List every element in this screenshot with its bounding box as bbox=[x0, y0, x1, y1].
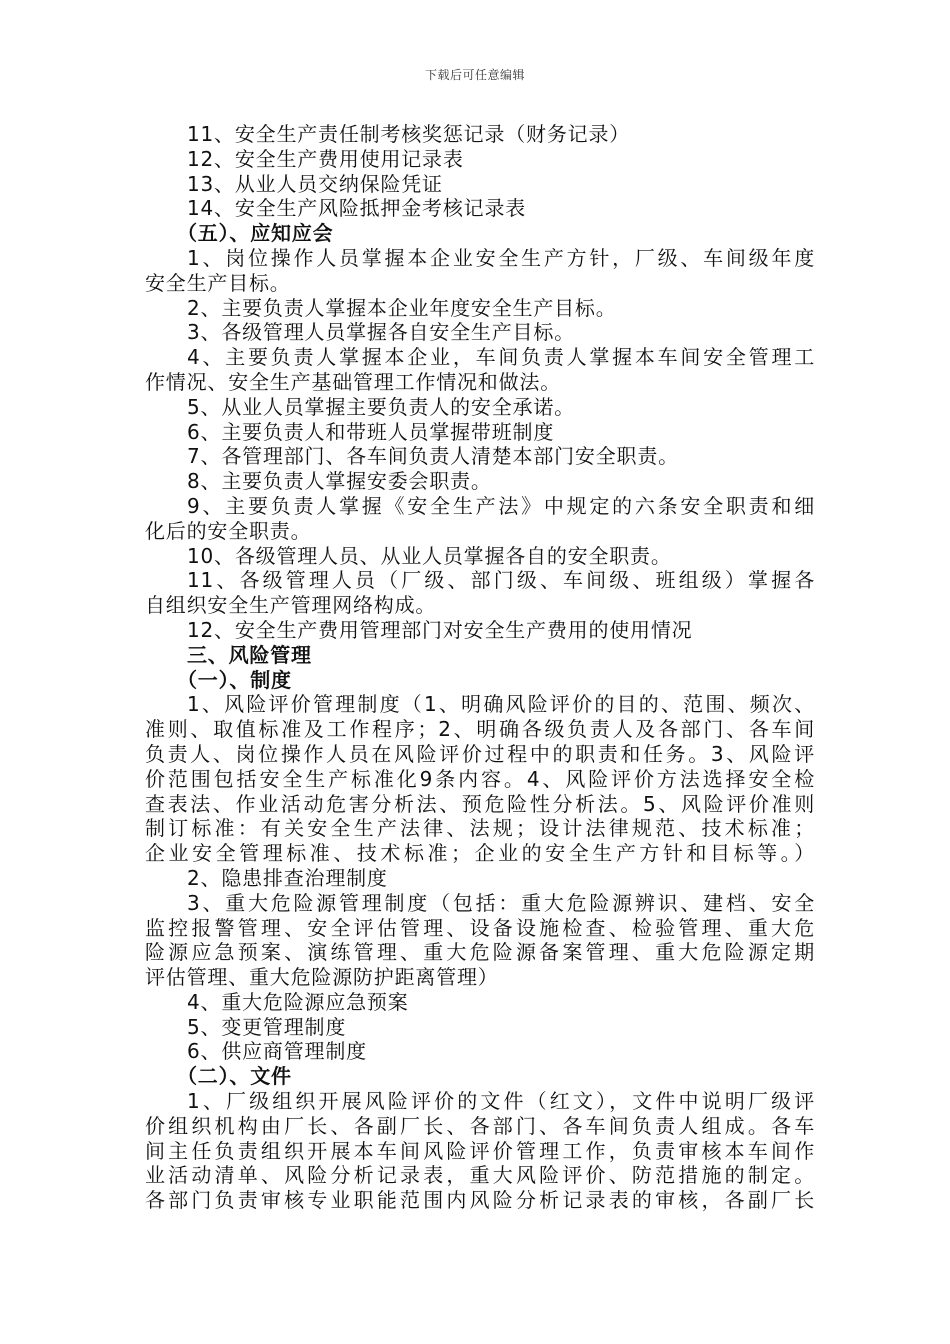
text-line: 12、安全生产费用管理部门对安全生产费用的使用情况 bbox=[187, 617, 693, 642]
text-line: 负责人、岗位操作人员在风险评价过程中的职责和任务。3、风险评 bbox=[145, 741, 815, 766]
text-line: 4、重大危险源应急预案 bbox=[187, 989, 409, 1014]
text-line: 1、风险评价管理制度（1、明确风险评价的目的、范围、频次、 bbox=[187, 692, 815, 717]
text-line: 价组织机构由厂长、各副厂长、各部门、各车间负责人组成。各车 bbox=[145, 1113, 815, 1138]
text-line: 险源应急预案、演练管理、重大危险源备案管理、重大危险源定期 bbox=[145, 940, 815, 965]
text-line: 1、岗位操作人员掌握本企业安全生产方针，厂级、车间级年度 bbox=[187, 245, 815, 270]
text-line: 4、主要负责人掌握本企业，车间负责人掌握本车间安全管理工 bbox=[187, 345, 815, 370]
text-line: 11、各级管理人员（厂级、部门级、车间级、班组级）掌握各 bbox=[187, 568, 815, 593]
text-line: 自组织安全生产管理网络构成。 bbox=[145, 593, 437, 618]
text-line: 查表法、作业活动危害分析法、预危险性分析法。5、风险评价准则 bbox=[145, 791, 815, 816]
text-line: 5、变更管理制度 bbox=[187, 1014, 347, 1039]
text-line: 价范围包括安全生产标准化9条内容。4、风险评价方法选择安全检 bbox=[145, 766, 815, 791]
text-line: 业活动清单、风险分析记录表，重大风险评价、防范措施的制定。 bbox=[145, 1163, 815, 1188]
text-line: 作情况、安全生产基础管理工作情况和做法。 bbox=[145, 369, 561, 394]
text-line: 6、主要负责人和带班人员掌握带班制度 bbox=[187, 419, 555, 444]
text-line: （一）、制度 bbox=[177, 667, 292, 692]
text-line: 5、从业人员掌握主要负责人的安全承诺。 bbox=[187, 394, 575, 419]
text-line: 7、各管理部门、各车间负责人清楚本部门安全职责。 bbox=[187, 444, 679, 469]
text-line: 2、隐患排查治理制度 bbox=[187, 865, 388, 890]
text-line: 13、从业人员交纳保险凭证 bbox=[187, 171, 443, 196]
text-line: 9、主要负责人掌握《安全生产法》中规定的六条安全职责和细 bbox=[187, 493, 815, 518]
text-line: 三、风险管理 bbox=[187, 642, 312, 667]
text-line: 各部门负责审核专业职能范围内风险分析记录表的审核，各副厂长 bbox=[145, 1188, 815, 1213]
text-line: 10、各级管理人员、从业人员掌握各自的安全职责。 bbox=[187, 543, 672, 568]
text-line: 评估管理、重大危险源防护距离管理） bbox=[145, 965, 499, 990]
text-line: 准则、取值标准及工作程序；2、明确各级负责人及各部门、各车间 bbox=[145, 717, 815, 742]
text-line: 制订标准：有关安全生产法律、法规；设计法律规范、技术标准； bbox=[145, 816, 815, 841]
text-line: 3、重大危险源管理制度（包括：重大危险源辨识、建档、安全 bbox=[187, 890, 815, 915]
text-line: 1、厂级组织开展风险评价的文件（红文），文件中说明厂级评 bbox=[187, 1089, 815, 1114]
text-line: 间主任负责组织开展本车间风险评价管理工作，负责审核本车间作 bbox=[145, 1138, 815, 1163]
text-line: 8、主要负责人掌握安委会职责。 bbox=[187, 469, 492, 494]
text-line: 2、主要负责人掌握本企业年度安全生产目标。 bbox=[187, 295, 617, 320]
text-line: 3、各级管理人员掌握各自安全生产目标。 bbox=[187, 320, 575, 345]
text-line: 12、安全生产费用使用记录表 bbox=[187, 146, 464, 171]
page-header: 下载后可任意编辑 bbox=[424, 68, 525, 82]
text-line: 化后的安全职责。 bbox=[145, 518, 312, 543]
text-line: （五）、应知应会 bbox=[177, 221, 334, 246]
text-line: 14、安全生产风险抵押金考核记录表 bbox=[187, 196, 527, 221]
text-line: 企业安全管理标准、技术标准；企业的安全生产方针和目标等。） bbox=[145, 841, 815, 866]
text-line: 安全生产目标。 bbox=[145, 270, 291, 295]
document-body bbox=[145, 122, 815, 1213]
text-line: （二）、文件 bbox=[177, 1064, 292, 1089]
text-line: 监控报警管理、安全评估管理、设备设施检查、检验管理、重大危 bbox=[145, 915, 815, 940]
text-line: 6、供应商管理制度 bbox=[187, 1039, 367, 1064]
text-line: 11、安全生产责任制考核奖惩记录（财务记录） bbox=[187, 122, 631, 146]
